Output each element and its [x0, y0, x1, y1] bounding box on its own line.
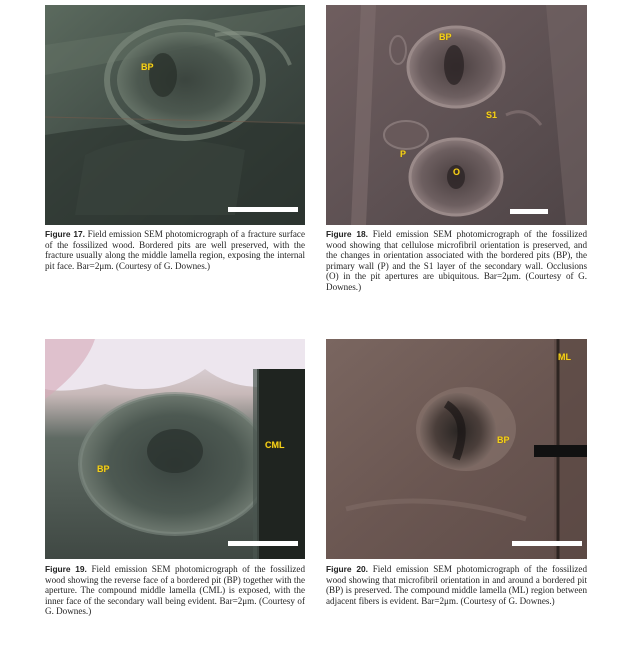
scale-bar [228, 207, 298, 212]
label-o: O [453, 167, 461, 177]
label-ml: ML [558, 352, 571, 362]
figure-label: Figure 17. [45, 229, 85, 239]
label-p: P [400, 149, 407, 159]
figure-label: Figure 19. [45, 564, 87, 574]
scale-bar [510, 209, 548, 214]
label-s1: S1 [486, 110, 498, 120]
label-bp: BP [141, 62, 154, 72]
figure-20-photo [326, 339, 587, 559]
scale-bar [228, 541, 298, 546]
scale-bar [512, 541, 582, 546]
figure-17-caption [45, 229, 305, 271]
label-bp: BP [497, 435, 510, 445]
sem-micrograph-20 [326, 339, 587, 559]
sem-micrograph-17 [45, 5, 305, 225]
label-bp: BP [439, 32, 452, 42]
figure-label: Figure 18. [326, 229, 369, 239]
caption-text: Field emission SEM photomicrograph of the fossilized wood showing that cellulose microfibril orientation is preserved, and the changes in orientation associated with the bordered pits (BP), the primary wall (P) and the S1 layer of the secondary wall. Occlusions (O) in the pit apertures are ubiquitous. Bar=2μm. (Courtesy of G. Downes.) [326, 229, 587, 292]
figure-20-caption [326, 564, 587, 606]
caption-text: Field emission SEM photomicrograph of the fossilized wood showing the reverse face of a bordered pit (BP) together with the aperture. The compound middle lamella (CML) is exposed, with the inner face of the secondary wall being evident. Bar=2μm. (Courtesy of G. Downes.) [45, 564, 305, 617]
caption-text: Field emission SEM photomicrograph of the fossilized wood showing that microfibril orientation in and around a bordered pit (BP) is preserved. The compound middle lamella (ML) region between adjacent fibers is evident. Bar=2μm. (Courtesy of G. Downes.) [326, 564, 587, 606]
caption-text: Field emission SEM photomicrograph of a fracture surface of the fossilized wood. Bordered pits are well preserved, with the fracture usually along the middle lamella region, exposing the internal pit face. Bar=2μm. (Courtesy of G. Downes.) [45, 229, 305, 271]
figure-19-caption [45, 564, 305, 617]
figure-18-caption [326, 229, 587, 293]
figure-19-photo [45, 339, 305, 559]
label-cml: CML [265, 440, 285, 450]
figure-label: Figure 20. [326, 564, 369, 574]
sem-micrograph-18 [326, 5, 587, 225]
figure-17-photo [45, 5, 305, 225]
figure-18-photo [326, 5, 587, 225]
label-bp: BP [97, 464, 110, 474]
